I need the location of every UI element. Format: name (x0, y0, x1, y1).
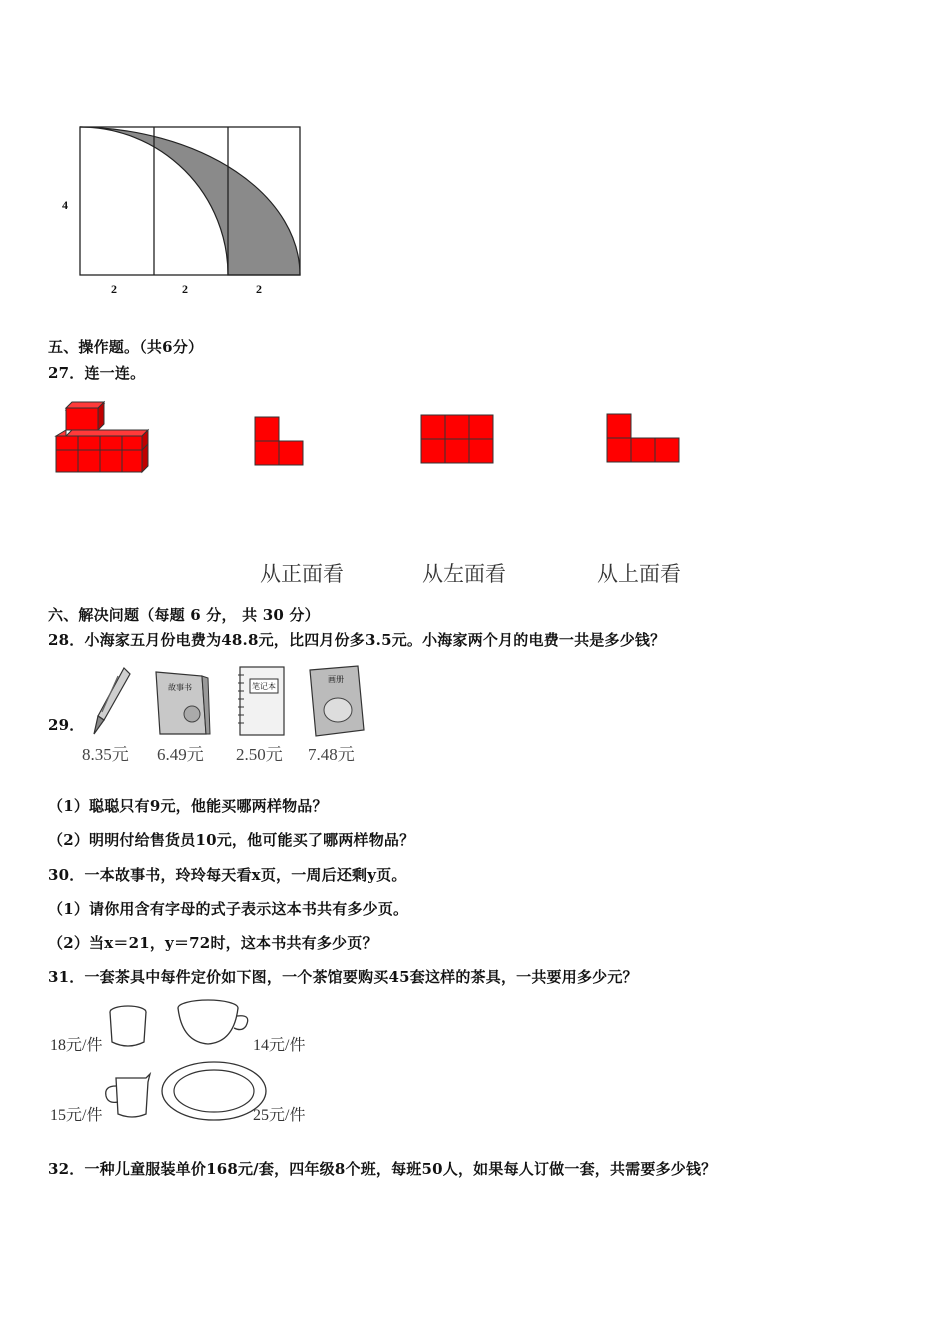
q30-text: 30．一本故事书，玲玲每天看x页，一周后还剩y页。 (48, 866, 407, 884)
q29-sub2: （2）明明付给售货员10元，他可能买了哪两样物品？ (48, 831, 415, 849)
view-shape-l-long (606, 413, 682, 465)
width-label-2: 2 (182, 282, 188, 296)
width-label-3: 2 (256, 282, 262, 296)
view-label-front: 从正面看 (260, 562, 344, 586)
shaded-region-diagram (55, 120, 315, 300)
q28-text: 28．小海家五月份电费为48.8元，比四月份多3.5元。小海家两个月的电费一共是多少钱？ (48, 631, 666, 649)
section6-heading: 六、解决问题（每题 6 分， 共 30 分） (48, 606, 320, 624)
pen-price: 8.35元 (82, 745, 129, 764)
q30-sub1: （1）请你用含有字母的式子表示这本书共有多少页。 (48, 900, 409, 918)
q27-text: 27．连一连。 (48, 364, 146, 382)
q31-text: 31．一套茶具中每件定价如下图，一个茶馆要购买45套这样的茶具，一共要用多少元？ (48, 968, 638, 986)
q29-sub1: （1）聪聪只有9元，他能买哪两样物品？ (48, 797, 328, 815)
cube-stack-3d (52, 400, 152, 476)
drawing-book-price: 7.48元 (308, 745, 355, 764)
notebook-title: 笔记本 (252, 682, 276, 691)
teacup-price: 14元/件 (253, 1037, 306, 1054)
milk-jug-illustration (102, 1070, 154, 1122)
shaded-area (80, 127, 300, 275)
milk-jug-price: 15元/件 (50, 1107, 103, 1124)
notebook-price: 2.50元 (236, 745, 283, 764)
story-book-illustration (152, 668, 210, 738)
q30-sub2: （2）当x＝21，y＝72时，这本书共有多少页？ (48, 934, 378, 952)
width-label-1: 2 (111, 282, 117, 296)
drawing-book-title: 画册 (328, 675, 344, 684)
story-book-title: 故事书 (168, 683, 192, 692)
view-shape-l (254, 416, 306, 468)
small-cup-illustration (108, 1004, 150, 1050)
small-cup-price: 18元/件 (50, 1037, 103, 1054)
notebook-illustration (236, 665, 288, 739)
story-book-price: 6.49元 (157, 745, 204, 764)
pen-illustration (88, 666, 132, 738)
teacup-illustration (176, 998, 252, 1048)
view-label-left: 从左面看 (422, 562, 506, 586)
view-label-top: 从上面看 (597, 562, 681, 586)
plate-price: 25元/件 (253, 1107, 306, 1124)
q32-text: 32．一种儿童服装单价168元/套，四年级8个班，每班50人，如果每人订做一套，共需要多少钱？ (48, 1160, 717, 1178)
view-shape-rect (420, 414, 496, 466)
q29-number: 29． (48, 716, 85, 734)
height-label: 4 (62, 198, 68, 212)
shaded-region-figure (55, 120, 315, 300)
drawing-book-illustration (306, 664, 368, 738)
section5-heading: 五、操作题。（共6分） (48, 338, 204, 356)
